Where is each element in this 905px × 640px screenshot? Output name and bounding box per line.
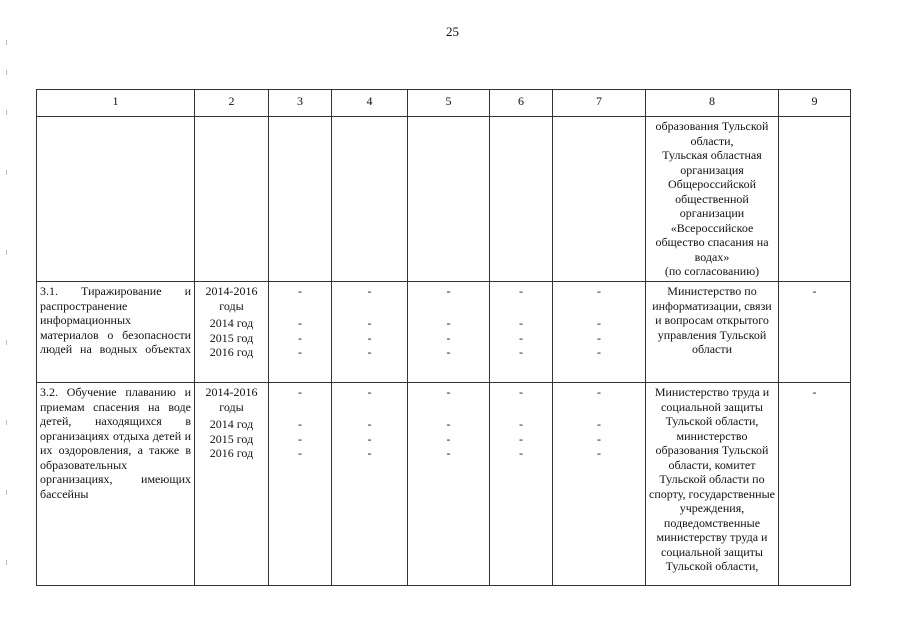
col9-cell: - — [779, 282, 851, 383]
dash-2015: - — [446, 431, 451, 446]
dash-2014: - — [298, 316, 302, 330]
dash-total: - — [446, 385, 451, 399]
table-row-3-1 — [37, 282, 851, 383]
cell-empty — [332, 117, 408, 282]
funding-cell — [269, 383, 332, 586]
dash-2015: - — [446, 330, 451, 345]
cell-empty — [779, 117, 851, 282]
dash-2014: - — [367, 316, 372, 330]
header-col-6: 6 — [490, 90, 553, 117]
col9-cell: - — [779, 383, 851, 586]
dash-2014: - — [519, 316, 523, 330]
year-2016: 2016 год — [209, 446, 254, 460]
funding-cell — [269, 282, 332, 383]
period-range: 2014-2016 годы — [205, 284, 258, 313]
header-col-2: 2 — [195, 90, 269, 117]
dash-total: - — [519, 284, 523, 298]
dash-total: - — [298, 385, 302, 399]
dash-total: - — [367, 284, 372, 298]
year-2014: 2014 год — [209, 316, 254, 330]
period-range: 2014-2016 годы — [205, 385, 258, 414]
funding-cell — [332, 282, 408, 383]
dash-2016: - — [446, 446, 451, 460]
dash-2016: - — [298, 446, 302, 460]
measure-name-cell: 3.2. Обучение плаванию и приемам спасения на воде детей, находящихся в организациях отдыха детей и их оздоровления, а также в образовательных организациях, имеющих бассейны — [37, 383, 195, 586]
executor-cell: Министерство труда и социальной защиты Тульской области, министерство образования Тульской области, комитет Тульской области по спорту, государственные учреждения, подведомственные министерству труда и социальной защиты Тульской области, — [646, 383, 779, 586]
dash-total: - — [446, 284, 451, 298]
period-cell — [195, 282, 269, 383]
measure-name-cell: 3.1. Тиражирование и распространение информационных материалов о безопасности людей на водных объектах — [37, 282, 195, 383]
dash-2016: - — [367, 446, 372, 460]
dash-total: - — [367, 385, 372, 399]
header-col-7: 7 — [553, 90, 646, 117]
cell-empty — [269, 117, 332, 282]
funding-cell — [490, 383, 553, 586]
dash-2015: - — [519, 330, 523, 345]
dash-2016: - — [597, 345, 601, 359]
executor-cell: образования Тульской области, Тульская областная организация Общероссийской общественной организации «Всероссийское общество спасания на водах» (по согласованию) — [646, 117, 779, 282]
dash-2015: - — [519, 431, 523, 446]
dash-2016: - — [597, 446, 601, 460]
year-2014: 2014 год — [209, 417, 254, 431]
dash-2016: - — [367, 345, 372, 359]
cell-empty — [490, 117, 553, 282]
dash-2014: - — [519, 417, 523, 431]
cell-empty — [195, 117, 269, 282]
header-col-3: 3 — [269, 90, 332, 117]
dash-total: - — [298, 284, 302, 298]
year-2016: 2016 год — [209, 345, 254, 359]
dash-total: - — [597, 385, 601, 399]
dash-2015: - — [298, 330, 302, 345]
dash-2016: - — [519, 446, 523, 460]
table-row-continuation — [37, 117, 851, 282]
dash-total: - — [519, 385, 523, 399]
header-col-9: 9 — [779, 90, 851, 117]
funding-cell — [408, 282, 490, 383]
dash-2014: - — [597, 316, 601, 330]
dash-2014: - — [597, 417, 601, 431]
cell-empty — [553, 117, 646, 282]
period-cell — [195, 383, 269, 586]
dash-total: - — [597, 284, 601, 298]
funding-cell — [490, 282, 553, 383]
header-col-8: 8 — [646, 90, 779, 117]
dash-2015: - — [597, 431, 601, 446]
dash-2015: - — [597, 330, 601, 345]
funding-cell — [553, 282, 646, 383]
dash-2015: - — [367, 330, 372, 345]
funding-cell — [332, 383, 408, 586]
page-number: 25 — [446, 24, 459, 39]
year-2015: 2015 год — [209, 330, 254, 345]
cell-empty — [37, 117, 195, 282]
year-2015: 2015 год — [209, 431, 254, 446]
header-col-1: 1 — [37, 90, 195, 117]
dash-2016: - — [298, 345, 302, 359]
dash-2016: - — [519, 345, 523, 359]
dash-2014: - — [446, 316, 451, 330]
program-table — [36, 89, 851, 586]
dash-2015: - — [367, 431, 372, 446]
funding-cell — [553, 383, 646, 586]
dash-2014: - — [298, 417, 302, 431]
header-col-5: 5 — [408, 90, 490, 117]
executor-cell: Министерство по информатизации, связи и вопросам открытого управления Тульской области — [646, 282, 779, 383]
header-row — [37, 90, 851, 117]
dash-2015: - — [298, 431, 302, 446]
dash-2016: - — [446, 345, 451, 359]
header-col-4: 4 — [332, 90, 408, 117]
funding-cell — [408, 383, 490, 586]
dash-2014: - — [367, 417, 372, 431]
margin-scan-marks — [6, 40, 8, 600]
table-row-3-2 — [37, 383, 851, 586]
dash-2014: - — [446, 417, 451, 431]
cell-empty — [408, 117, 490, 282]
